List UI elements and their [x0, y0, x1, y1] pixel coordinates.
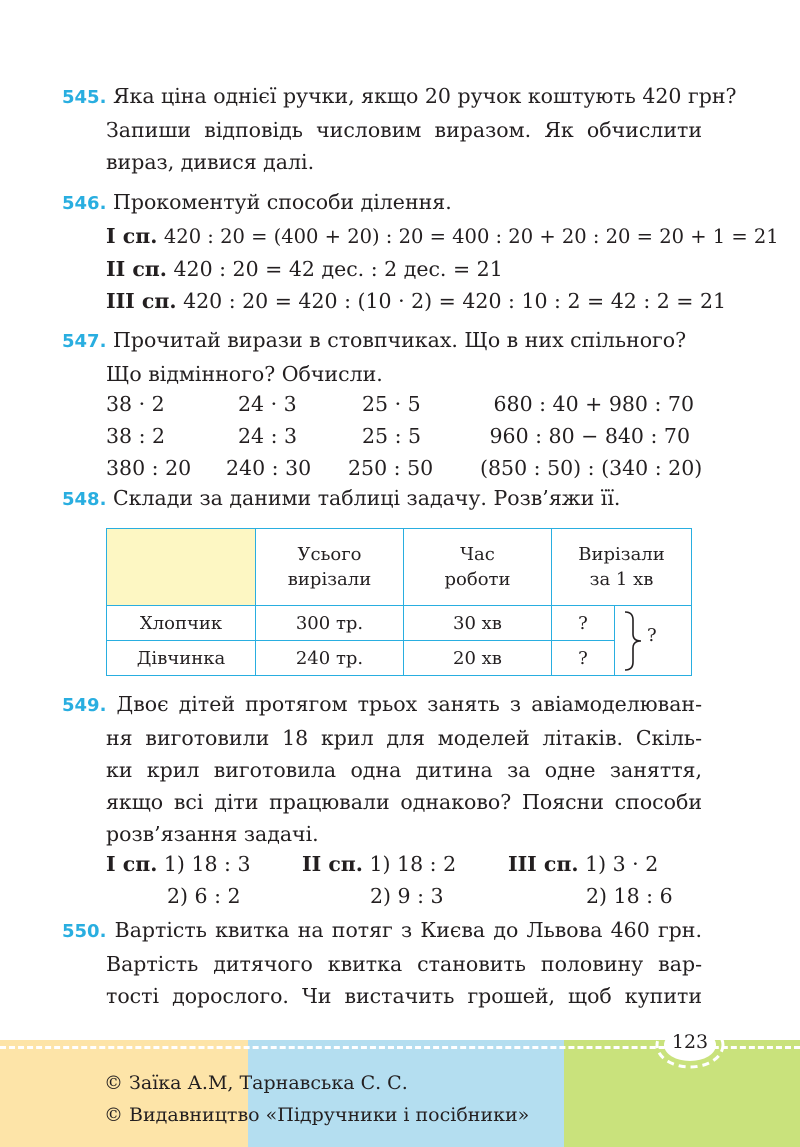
task-text: тості дорослого. Чи вистачить грошей, щоб купити: [106, 984, 702, 1008]
page-number: 123: [671, 1031, 709, 1053]
table-cell: 30 хв: [404, 606, 552, 641]
expression: (850 : 50) : (340 : 20): [480, 456, 703, 480]
task-text: Що відмінного? Обчисли.: [106, 362, 383, 386]
table-cell: 300 тр.: [256, 606, 404, 641]
task-number: 545.: [62, 87, 107, 108]
method-label: I сп.: [106, 224, 158, 248]
task-548: [62, 482, 702, 516]
method-step: 2) 6 : 2: [167, 884, 241, 908]
method-2: [302, 848, 456, 912]
task-text: розв’язання задачі.: [106, 822, 319, 846]
method-expression: 420 : 20 = (400 + 20) : 20 = 400 : 20 + 20 : 20 = 20 + 1 = 21: [163, 225, 779, 248]
expression: 25 : 5: [362, 424, 422, 448]
table-cell: 20 хв: [404, 641, 552, 676]
expression: 24 : 3: [238, 424, 298, 448]
expression-column-3: [348, 388, 434, 484]
task-number: 550.: [62, 921, 107, 942]
brace-cell: [615, 606, 692, 676]
expression-column-2: [226, 388, 312, 484]
data-table: [106, 528, 692, 676]
task-number: 547.: [62, 331, 107, 352]
expression: 250 : 50: [348, 456, 434, 480]
expression: 960 : 80 − 840 : 70: [489, 424, 690, 448]
task-545: [62, 80, 737, 178]
expression: 25 · 5: [362, 392, 421, 416]
task-549: [62, 688, 702, 850]
row-label: Хлопчик: [107, 606, 256, 641]
method-step: 2) 18 : 6: [586, 884, 673, 908]
expression: 240 : 30: [226, 456, 312, 480]
method-step: 1) 3 · 2: [585, 852, 659, 876]
method-step: 2) 9 : 3: [370, 884, 444, 908]
task-number: 549.: [62, 695, 107, 716]
task-547: [62, 324, 702, 390]
task-546: [62, 186, 779, 317]
table-cell: 240 тр.: [256, 641, 404, 676]
expression-column-1: [106, 388, 191, 484]
task-text: Прокоментуй способи ділення.: [112, 190, 452, 214]
task-text: Вартість квитка на потяг з Києва до Львова 460 грн.: [114, 918, 702, 942]
total-question: ?: [647, 625, 657, 646]
method-label: II сп.: [302, 852, 363, 876]
task-number: 546.: [62, 193, 107, 214]
task-text: якщо всі діти працювали однаково? Поясни способи: [106, 790, 702, 814]
task-number: 548.: [62, 489, 107, 510]
copyright-publisher: © Видавництво «Підручники і посібники»: [104, 1104, 530, 1126]
method-label: III сп.: [508, 852, 579, 876]
table-row: [107, 641, 692, 676]
task-text: Вартість дитячого квитка становить половину вар-: [106, 952, 702, 976]
expression: 680 : 40 + 980 : 70: [493, 392, 694, 416]
brace-icon: [623, 610, 645, 672]
task-text: ня виготовили 18 крил для моделей літаків. Скіль-: [106, 726, 702, 750]
expression: 38 · 2: [106, 392, 165, 416]
method-label: I сп.: [106, 852, 158, 876]
method-expression: 420 : 20 = 420 : (10 · 2) = 420 : 10 : 2 = 42 : 2 = 21: [183, 289, 727, 313]
task-text: Яка ціна однієї ручки, якщо 20 ручок коштують 420 грн?: [112, 84, 737, 108]
table-row: [107, 606, 692, 641]
task-text: Запиши відповідь числовим виразом. Як обчислити: [106, 118, 702, 142]
method-1: [106, 848, 251, 912]
method-expression: 420 : 20 = 42 дес. : 2 дес. = 21: [173, 257, 503, 281]
table-cell: ?: [552, 641, 615, 676]
task-text: Склади за даними таблиці задачу. Розв’яжи її.: [112, 486, 621, 510]
task-text: вираз, дивися далі.: [106, 150, 315, 174]
task-text: Двоє дітей протягом трьох занять з авіамоделюван-: [116, 692, 702, 716]
method-label: III сп.: [106, 289, 177, 313]
copyright-authors: © Заїка А.М, Тарнавська С. С.: [104, 1072, 408, 1094]
task-text: Прочитай вирази в стовпчиках. Що в них спільного?: [112, 328, 687, 352]
method-3: [508, 848, 673, 912]
table-header-time: Час роботи: [404, 529, 552, 606]
row-label: Дівчинка: [107, 641, 256, 676]
expression-column-4: [480, 388, 703, 484]
task-550: [62, 914, 702, 1012]
method-step: 1) 18 : 2: [369, 852, 457, 876]
table-header-total: Усього вирізали: [256, 529, 404, 606]
table-header-per-minute: Вирізали за 1 хв: [552, 529, 692, 606]
table-cell: ?: [552, 606, 615, 641]
task-text: ки крил виготовила одна дитина за одне заняття,: [106, 758, 702, 782]
expression: 38 : 2: [106, 424, 166, 448]
expression: 24 · 3: [238, 392, 297, 416]
table-corner-cell: [107, 529, 256, 606]
method-label: II сп.: [106, 257, 167, 281]
expression: 380 : 20: [106, 456, 192, 480]
method-step: 1) 18 : 3: [163, 852, 251, 876]
